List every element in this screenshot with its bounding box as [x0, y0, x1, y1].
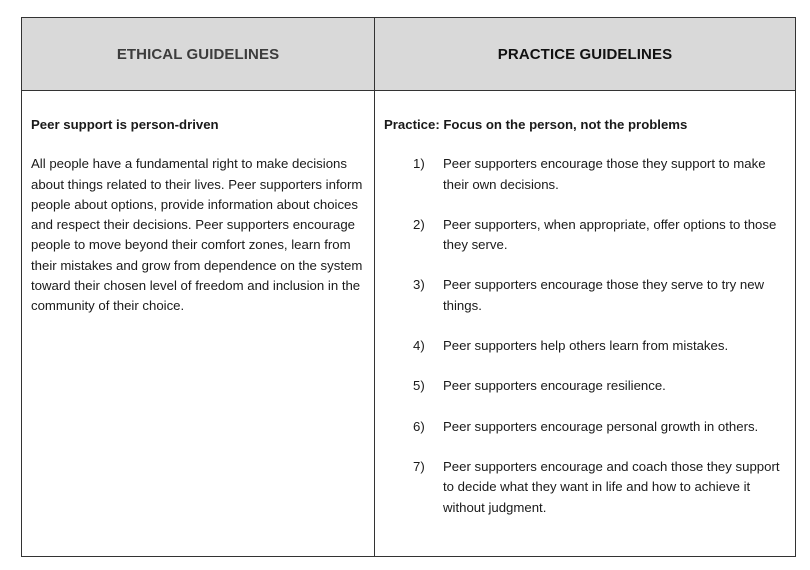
practice-item-6 [384, 417, 789, 437]
item-text: Peer supporters encourage and coach those they support to decide what they want in life and how to achieve it without judgment. [443, 458, 780, 515]
item-text: Peer supporters encourage resilience. [443, 378, 666, 394]
practice-guidelines-cell [375, 91, 795, 556]
practice-item-5 [384, 376, 789, 396]
guidelines-table [21, 17, 796, 557]
ethical-subheading: Peer support is person-driven [31, 117, 219, 132]
item-text: Peer supporters encourage those they serve to try new things. [443, 277, 765, 313]
practice-guidelines-header: PRACTICE GUIDELINES [375, 18, 795, 91]
practice-item-3 [384, 275, 789, 316]
practice-item-7 [384, 457, 789, 518]
item-text: Peer supporters encourage personal growth in others. [443, 418, 759, 434]
item-text: Peer supporters encourage those they support to make their own decisions. [443, 156, 766, 192]
item-number: 3) [413, 277, 425, 293]
item-number: 1) [413, 156, 425, 172]
practice-subheading: Practice: Focus on the person, not the problems [384, 117, 688, 132]
practice-item-2 [384, 215, 789, 256]
item-text: Peer supporters, when appropriate, offer options to those they serve. [443, 216, 777, 253]
ethical-guidelines-cell [22, 91, 375, 556]
ethical-guidelines-header: ETHICAL GUIDELINES [22, 18, 375, 91]
ethical-paragraph: All people have a fundamental right to make decisions about things related to their lives. Peer supporters inform people about options, provide information about choices and respect their decisions. Peer supporters encourage people to move beyond their comfort zones, learn from their mistakes and grow from dependence on the system toward their chosen level of freedom and inclusion in the community of their choice. [31, 156, 363, 314]
item-number: 5) [413, 378, 425, 394]
item-number: 6) [413, 418, 425, 434]
item-text: Peer supporters help others learn from mistakes. [443, 338, 729, 354]
practice-item-4 [384, 336, 789, 356]
item-number: 2) [413, 216, 425, 232]
item-number: 7) [413, 458, 425, 474]
practice-item-1 [384, 154, 789, 195]
practice-list [384, 154, 789, 518]
item-number: 4) [413, 338, 425, 354]
